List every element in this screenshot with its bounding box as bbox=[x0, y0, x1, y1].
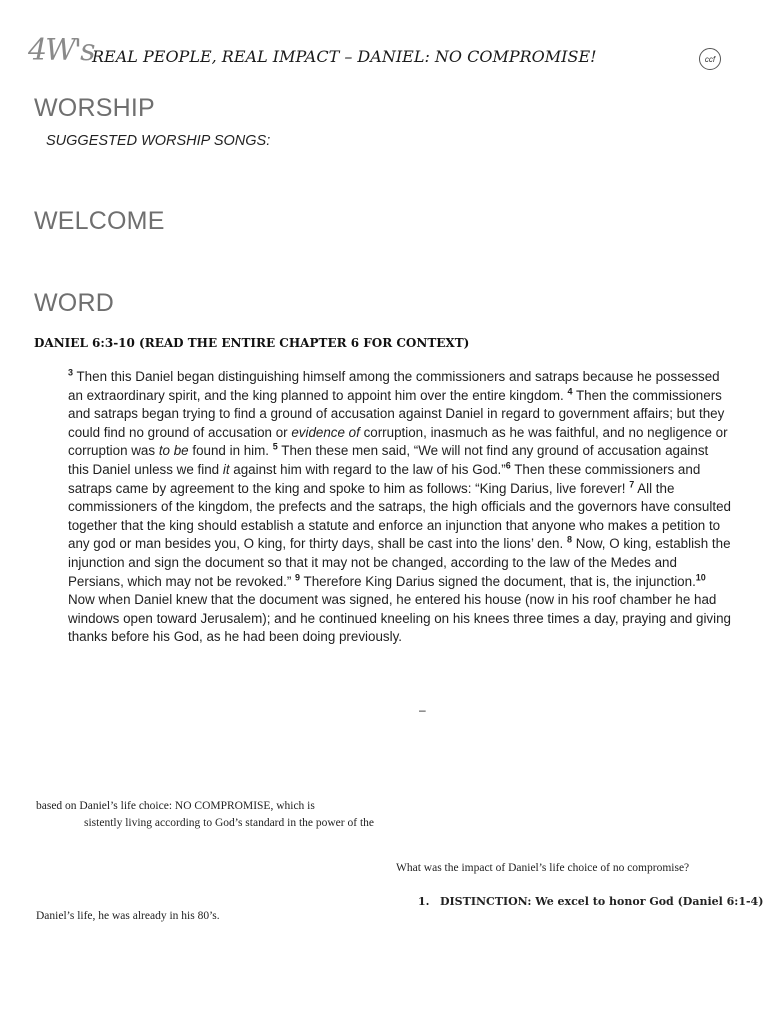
discussion-question: What was the impact of Daniel’s life choice of no compromise? bbox=[396, 862, 690, 874]
fragment-line: sistently living according to God’s standard in the power of the bbox=[84, 817, 374, 829]
verse-text: Now, O king, establish the injunction and sign the document so that it may not be changed, according to the law of the Medes and Persians, which may not be revoked.” bbox=[68, 536, 731, 589]
verse-number: 3 bbox=[68, 367, 74, 378]
scripture-reference-heading: DANIEL 6:3-10 (READ THE ENTIRE CHAPTER 6 FOR CONTEXT) bbox=[34, 336, 470, 350]
verse-number: 6 bbox=[505, 460, 511, 471]
verse-italic-text: it bbox=[222, 461, 230, 477]
scripture-passage bbox=[68, 368, 732, 647]
verse-italic-text: to be bbox=[158, 443, 189, 459]
point-text: DISTINCTION: We excel to honor God (Daniel 6:1-4) bbox=[440, 895, 764, 908]
text-fragment-age: Daniel’s life, he was already in his 80’s. bbox=[36, 910, 220, 922]
text-fragment-no-compromise bbox=[36, 798, 374, 832]
verse-number: 4 bbox=[567, 386, 573, 397]
verse-text: Then the commissioners and satraps began trying to find a ground of accusation against Daniel in regard to government affairs; but they could find no ground of accusation or bbox=[68, 387, 725, 440]
word-heading: WORD bbox=[34, 289, 114, 317]
verse-number: 5 bbox=[272, 441, 278, 452]
ccf-logo-text: ccf bbox=[704, 54, 716, 64]
verse-text: Then this Daniel began distinguishing himself among the commissioners and satraps because he possessed an extraordinary spirit, and the king planned to appoint him over the entire kingdom. bbox=[68, 369, 720, 403]
suggested-songs-label: SUGGESTED WORSHIP SONGS: bbox=[46, 133, 271, 149]
brand-logo-4ws: 4W's bbox=[28, 33, 94, 68]
page-title: REAL PEOPLE, REAL IMPACT – DANIEL: NO COMPROMISE! bbox=[92, 47, 597, 66]
ccf-logo-icon bbox=[699, 48, 721, 70]
verse-text: found in him. bbox=[192, 443, 270, 459]
verse-number: 9 bbox=[295, 572, 301, 583]
point-number: 1. bbox=[418, 895, 430, 908]
verse-text: against him with regard to the law of his God.” bbox=[233, 461, 506, 477]
verse-number: 7 bbox=[629, 479, 635, 490]
verse-text: Then these commissioners and satraps came by agreement to the king and spoke to him as follows: “King Darius, live forever! bbox=[68, 461, 701, 496]
verse-text: Then these men said, “We will not find any ground of accusation against this Daniel unless we find bbox=[68, 443, 709, 477]
verse-text: Therefore King Darius signed the document, that is, the injunction. bbox=[303, 573, 696, 589]
fragment-line: based on Daniel’s life choice: NO COMPROMISE, which is bbox=[36, 800, 315, 812]
verse-text: All the commissioners of the kingdom, the prefects and the satraps, the high officials and the governors have consulted together that the king should establish a statute and enforce an injunction that anyone who makes a petition to any god or man besides you, O king, for thirty days, shall be cast into the lions’ den. bbox=[68, 480, 731, 552]
verse-italic-text: evidence of bbox=[291, 424, 360, 440]
separator-dash: – bbox=[419, 703, 426, 717]
verse-number: 10 bbox=[695, 572, 706, 583]
point-item bbox=[418, 893, 763, 910]
verse-text: corruption, inasmuch as he was faithful, and no negligence or corruption was bbox=[68, 424, 728, 459]
worship-heading: WORSHIP bbox=[34, 94, 155, 122]
verse-text: Now when Daniel knew that the document was signed, he entered his house (now in his roof chamber he had windows open toward Jerusalem); and he continued kneeling on his knees three times a day, praying and giving thanks before his God, as he had been doing previously. bbox=[68, 592, 731, 645]
verse-number: 8 bbox=[566, 534, 572, 545]
welcome-heading: WELCOME bbox=[34, 207, 165, 235]
